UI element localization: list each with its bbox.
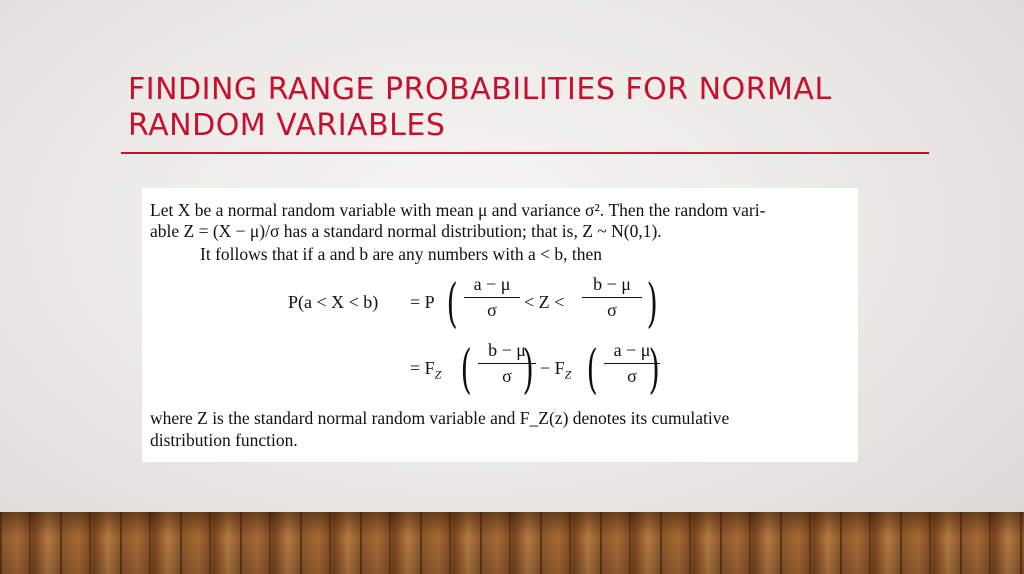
formula-image-panel: [142, 188, 858, 462]
right-paren: ): [646, 274, 658, 334]
fraction-numerator: a − μ: [473, 274, 511, 294]
fraction-bar: [464, 297, 520, 298]
equation-1-lhs: P(a < X < b): [288, 292, 379, 312]
right-paren: ): [648, 340, 660, 400]
equation-1-middle: < Z <: [524, 292, 565, 312]
fraction-denominator: σ: [607, 300, 617, 321]
paragraph-line-1: Let X be a normal random variable with mean μ and variance σ². Then the random vari-: [150, 200, 766, 220]
equation-2-subscript-2: Z: [564, 367, 572, 382]
right-paren: ): [522, 340, 534, 400]
title-underline: [121, 152, 929, 154]
slide-title: FINDING RANGE PROBABILITIES FOR NORMAL RANDOM VARIABLES: [128, 72, 832, 143]
equation-2-minus-f: − F: [540, 358, 565, 378]
wooden-floor-decoration: [0, 512, 1024, 574]
fraction-a-minus-mu-over-sigma: [464, 274, 520, 321]
fraction-numerator: b − μ: [488, 340, 526, 360]
equation-1-equals: = P: [410, 292, 435, 312]
equation-2-subscript: Z: [434, 367, 442, 382]
paragraph-line-2: able Z = (X − μ)/σ has a standard normal distribution; that is, Z ~ N(0,1).: [150, 221, 662, 241]
fraction-denominator: σ: [627, 366, 637, 387]
paragraph-line-4: where Z is the standard normal random variable and F_Z(z) denotes its cumulative: [150, 408, 730, 428]
fraction-numerator: b − μ: [593, 274, 631, 294]
fraction-numerator: a − μ: [613, 340, 651, 360]
paragraph-line-3: It follows that if a and b are any numbers with a < b, then: [200, 244, 603, 264]
equation-2-f: = F: [410, 358, 435, 378]
fraction-denominator: σ: [502, 366, 512, 387]
equation-2-minus: [540, 358, 571, 383]
fraction-bar: [582, 297, 642, 298]
paragraph-line-5: distribution function.: [150, 430, 298, 450]
fraction-denominator: σ: [487, 300, 497, 321]
equation-2-equals: [410, 358, 441, 383]
left-paren: (: [446, 274, 458, 334]
left-paren: (: [460, 340, 472, 400]
left-paren: (: [586, 340, 598, 400]
fraction-b-minus-mu-over-sigma: [582, 274, 642, 321]
